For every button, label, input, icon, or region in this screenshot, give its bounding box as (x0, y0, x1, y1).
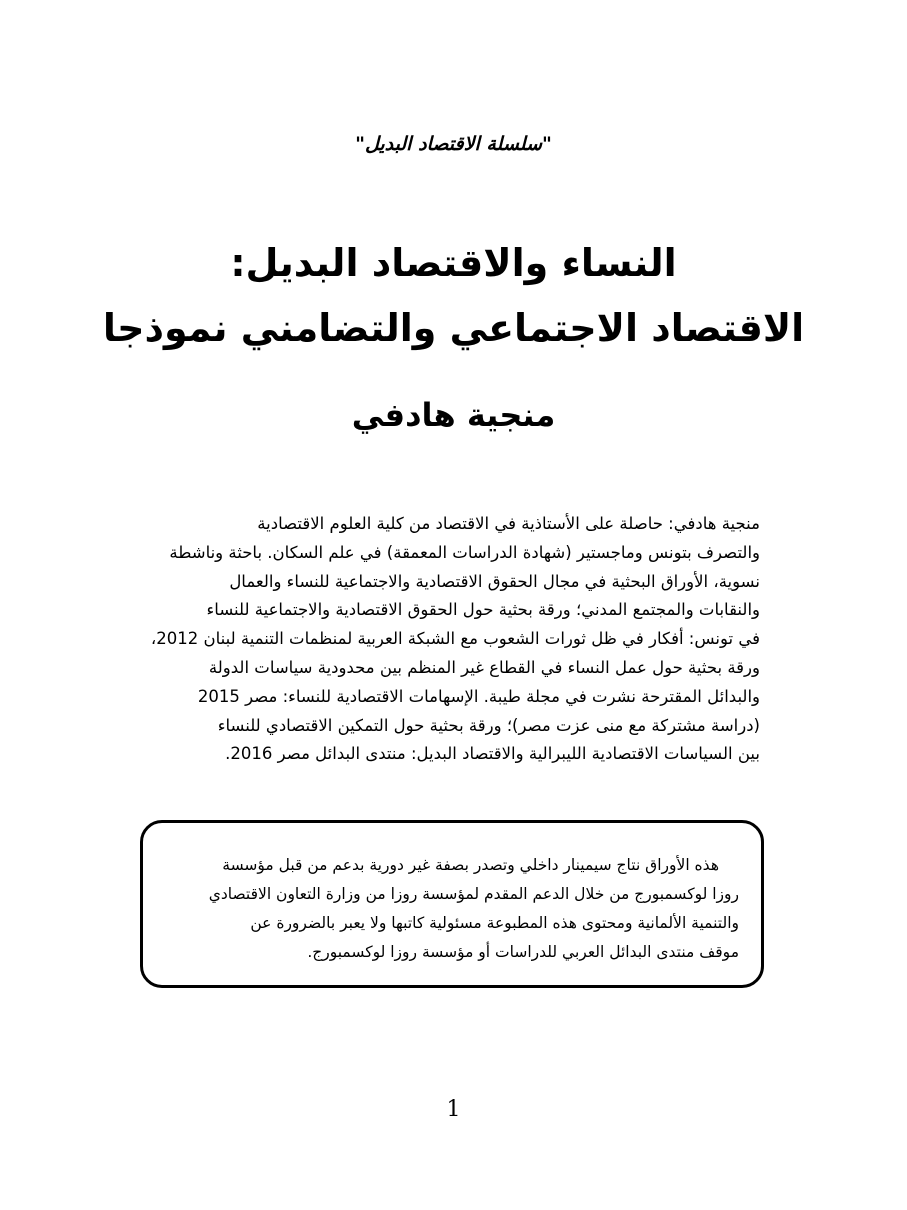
bio-line: والبدائل المقترحة نشرت في مجلة طيبة. الإسهامات الاقتصادية للنساء: مصر 2015 (197, 686, 760, 706)
bio-line: والنقابات والمجتمع المدني؛ ورقة بحثية حول الحقوق الاقتصادية والاجتماعية للنساء (206, 600, 760, 620)
disclaimer-box (140, 820, 764, 988)
disclaimer-line: والتنمية الألمانية ومحتوى هذه المطبوعة مسئولية كاتبها ولا يعبر بالضرورة عن (250, 914, 739, 932)
page-number: 1 (446, 1097, 461, 1122)
bio-line: نسوية، الأوراق البحثية في مجال الحقوق الاقتصادية والاجتماعية للنساء والعمال (229, 571, 760, 591)
disclaimer-line: موقف منتدى البدائل العربي للدراسات أو مؤسسة روزا لوكسمبورج. (307, 943, 739, 961)
author-name: منجية هادفي (351, 396, 556, 434)
document-title-line-2: الاقتصاد الاجتماعي والتضامني نموذجا (102, 306, 805, 350)
bio-line: (دراسة مشتركة مع منى عزت مصر)؛ ورقة بحثية حول التمكين الاقتصادي للنساء (217, 715, 760, 735)
bio-line: في تونس: أفكار في ظل ثورات الشعوب مع الشبكة العربية لمنظمات التنمية لبنان 2012، (150, 629, 760, 649)
disclaimer-text (157, 851, 739, 967)
document-title-line-1: النساء والاقتصاد البديل: (230, 241, 677, 285)
bio-line: بين السياسات الاقتصادية الليبرالية والاقتصاد البديل: منتدى البدائل مصر 2016. (225, 744, 760, 764)
bio-line: ورقة بحثية حول عمل النساء في القطاع غير المنظم بين محدودية سياسات الدولة (208, 657, 760, 677)
series-title: "سلسلة الاقتصاد البديل" (355, 133, 552, 155)
disclaimer-line: هذه الأوراق نتاج سيمينار داخلي وتصدر بصفة غير دورية بدعم من قبل مؤسسة (222, 856, 719, 874)
bio-line: منجية هادفي: حاصلة على الأستاذية في الاقتصاد من كلية العلوم الاقتصادية (257, 514, 760, 533)
disclaimer-line: روزا لوكسمبورج من خلال الدعم المقدم لمؤسسة روزا من وزارة التعاون الاقتصادي (208, 885, 739, 903)
author-bio (150, 510, 760, 769)
bio-line: والتصرف بتونس وماجستير (شهادة الدراسات المعمقة) في علم السكان. باحثة وناشطة (169, 542, 760, 562)
